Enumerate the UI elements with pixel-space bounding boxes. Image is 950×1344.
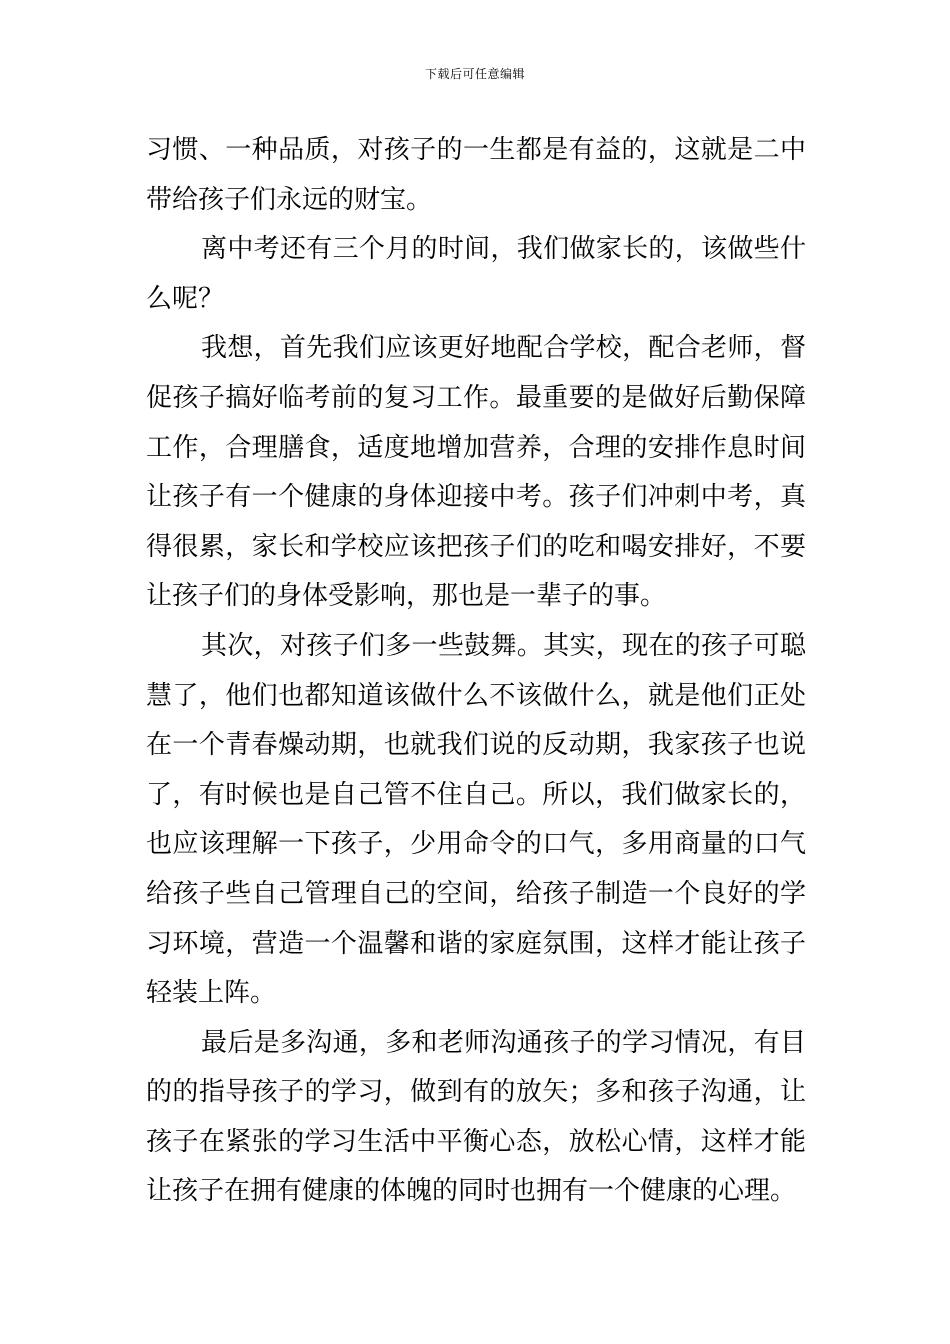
text-line: 给孩子些自己管理自己的空间，给孩子制造一个良好的学	[146, 878, 806, 909]
document-body	[146, 126, 806, 1217]
text-line: 也应该理解一下孩子，少用命令的口气，多用商量的口气	[146, 829, 806, 860]
text-line: 习惯、一种品质，对孩子的一生都是有益的，这就是二中	[146, 135, 806, 165]
text-line: 么呢？	[146, 283, 225, 314]
text-line: 我想，首先我们应该更好地配合学校，配合老师，督	[201, 333, 806, 364]
text-line: 带给孩子们永远的财宝。	[146, 184, 433, 215]
text-line: 最后是多沟通，多和老师沟通孩子的学习情况，有目	[201, 1027, 806, 1058]
text-line: 的的指导孩子的学习，做到有的放矢；多和孩子沟通，让	[146, 1077, 806, 1108]
text-line: 让孩子在拥有健康的体魄的同时也拥有一个健康的心理。	[146, 1176, 797, 1207]
text-line: 促孩子搞好临考前的复习工作。最重要的是做好后勤保障	[146, 382, 806, 413]
text-line: 轻装上阵。	[146, 978, 277, 1009]
page-header: 下载后可任意编辑	[424, 67, 525, 81]
text-line: 在一个青春燥动期，也就我们说的反动期，我家孩子也说	[146, 730, 806, 761]
text-line: 得很累，家长和学校应该把孩子们的吃和喝安排好，不要	[146, 531, 806, 562]
text-line: 让孩子有一个健康的身体迎接中考。孩子们冲刺中考，真	[146, 482, 806, 513]
text-line: 习环境，营造一个温馨和谐的家庭氛围，这样才能让孩子	[146, 928, 806, 959]
text-line: 其次，对孩子们多一些鼓舞。其实，现在的孩子可聪	[201, 630, 806, 661]
text-line: 了，有时候也是自己管不住自己。所以，我们做家长的，	[146, 779, 806, 810]
text-line: 让孩子们的身体受影响，那也是一辈子的事。	[146, 581, 667, 612]
text-line: 工作，合理膳食，适度地增加营养，合理的安排作息时间	[146, 432, 806, 463]
text-line: 慧了，他们也都知道该做什么不该做什么，就是他们正处	[146, 680, 806, 711]
text-line: 离中考还有三个月的时间，我们做家长的，该做些什	[201, 234, 806, 265]
text-line: 孩子在紧张的学习生活中平衡心态，放松心情，这样才能	[146, 1126, 806, 1157]
